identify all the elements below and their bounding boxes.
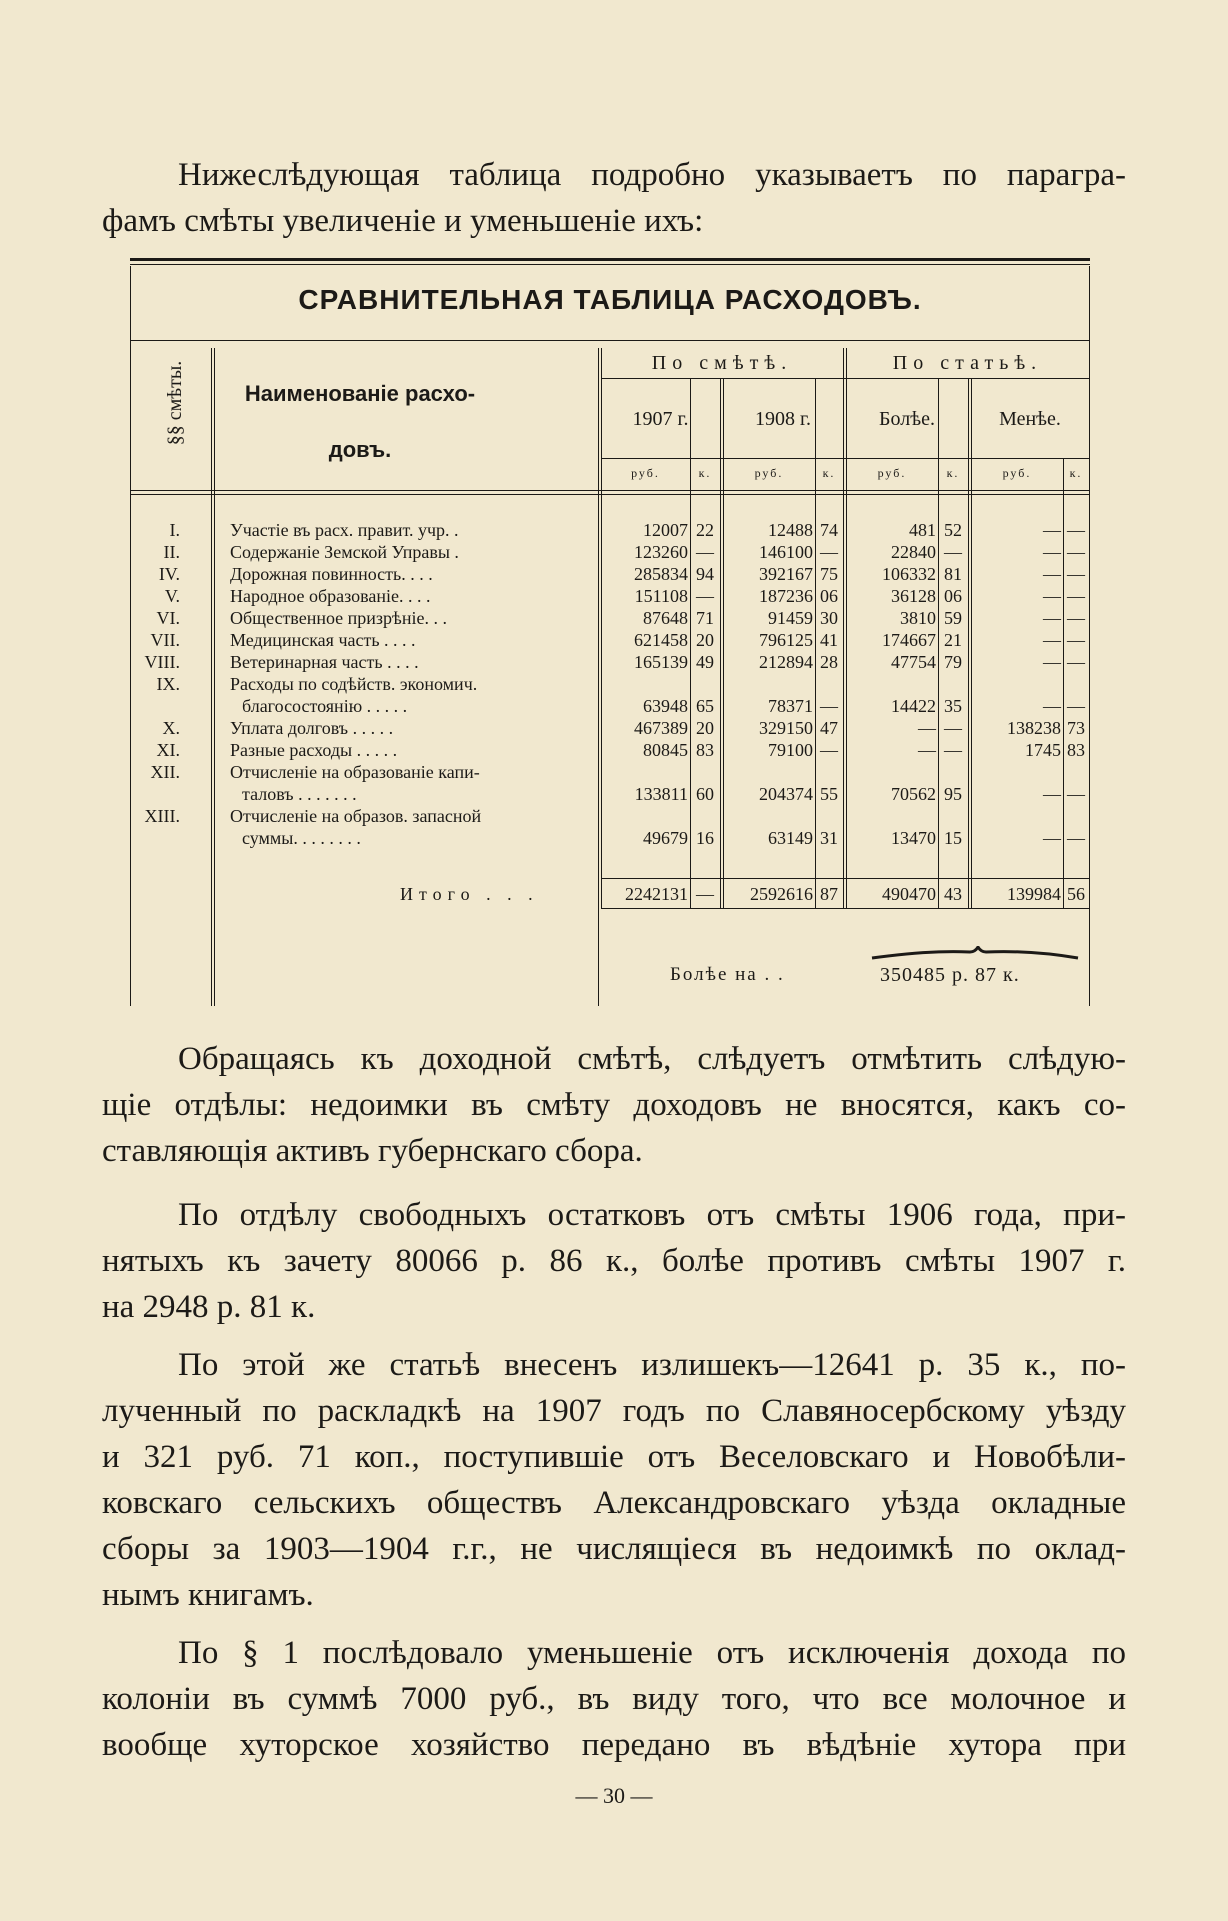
value-1908-kop: — xyxy=(820,696,838,716)
intro-paragraph xyxy=(102,152,1126,244)
value-bolee-kop: 06 xyxy=(944,586,962,606)
unit-rub: руб. xyxy=(754,466,784,480)
value-1907-kop: 71 xyxy=(696,608,714,628)
value-bolee-kop: 79 xyxy=(944,652,962,672)
table-row xyxy=(130,762,1090,806)
value-1907-kop: 20 xyxy=(696,718,714,738)
unit-kop: к. xyxy=(698,466,712,480)
total-bolee-kop: 43 xyxy=(944,884,962,904)
section-number: X. xyxy=(162,718,180,738)
value-1908-kop: 75 xyxy=(820,564,838,584)
section-number: IX. xyxy=(156,674,180,694)
brace-mark xyxy=(870,946,1080,960)
value-menee-rub: 138238 xyxy=(1007,718,1061,738)
unit-rub: руб. xyxy=(1002,466,1032,480)
value-bolee-kop: — xyxy=(944,718,962,738)
text-line: колоніи въ суммѣ 7000 руб., въ виду того, что все молочное и xyxy=(102,1681,1126,1717)
value-1908-kop: 30 xyxy=(820,608,838,628)
text-line: По этой же статьѣ внесенъ излишекъ—12641 р. 35 к., по- xyxy=(178,1347,1126,1383)
col-header-name xyxy=(230,366,490,478)
value-1908-rub: 212894 xyxy=(759,652,813,672)
value-bolee-rub: 481 xyxy=(909,520,936,540)
section-number: VIII. xyxy=(144,652,180,672)
value-1907-rub: 80845 xyxy=(643,740,688,760)
paragraph-1 xyxy=(102,1036,1126,1174)
expense-name: Отчисленіе на образов. запасной xyxy=(230,806,482,826)
header-rule xyxy=(601,378,1089,379)
total-1908-rub: 2592616 xyxy=(750,884,813,904)
value-1908-rub: 329150 xyxy=(759,718,813,738)
value-1908-kop: 31 xyxy=(820,828,838,848)
value-1907-rub: 151108 xyxy=(634,586,688,606)
group-header-smeta: По смѣтѣ. xyxy=(651,352,793,374)
unit-kop: к. xyxy=(1069,466,1083,480)
expense-name: Участіе въ расх. правит. учр. . xyxy=(230,520,459,540)
value-1907-rub: 123260 xyxy=(634,542,688,562)
value-menee-rub: 1745 xyxy=(1025,740,1061,760)
value-menee-rub: — xyxy=(1043,696,1061,716)
unit-kop: к. xyxy=(946,466,960,480)
paragraph-4 xyxy=(102,1630,1126,1768)
value-1908-kop: 28 xyxy=(820,652,838,672)
expense-name: Расходы по содѣйств. экономич. xyxy=(230,674,478,694)
value-menee-kop: — xyxy=(1067,696,1085,716)
value-bolee-rub: 36128 xyxy=(891,586,936,606)
value-menee-rub: — xyxy=(1043,630,1061,650)
value-bolee-rub: — xyxy=(918,740,936,760)
expense-name: суммы. . . . . . . . xyxy=(242,828,361,848)
unit-rub: руб. xyxy=(877,466,907,480)
text-line: вообще хуторское хозяйство передано въ вѣдѣніе хутора при xyxy=(102,1727,1126,1763)
value-menee-rub: — xyxy=(1043,564,1061,584)
unit-kop: к. xyxy=(822,466,836,480)
expense-name: Ветеринарная часть . . . . xyxy=(230,652,419,672)
expense-name: благосостоянію . . . . . xyxy=(242,696,408,716)
value-1907-rub: 621458 xyxy=(634,630,688,650)
section-number: XIII. xyxy=(144,806,180,826)
header-rule xyxy=(130,340,1090,341)
value-1908-kop: 47 xyxy=(820,718,838,738)
value-1907-kop: 65 xyxy=(696,696,714,716)
value-menee-kop: — xyxy=(1067,586,1085,606)
text-line: на 2948 р. 81 к. xyxy=(102,1289,316,1325)
value-menee-rub: — xyxy=(1043,828,1061,848)
total-rule xyxy=(601,878,1089,879)
header-rule xyxy=(130,494,1090,495)
value-1908-kop: — xyxy=(820,740,838,760)
total-menee-kop: 56 xyxy=(1067,884,1085,904)
value-menee-rub: — xyxy=(1043,520,1061,540)
value-menee-rub: — xyxy=(1043,784,1061,804)
table-row xyxy=(130,520,1090,542)
value-menee-rub: — xyxy=(1043,586,1061,606)
text-line: лученный по раскладкѣ на 1907 годъ по Славяносербскому уѣзду xyxy=(102,1393,1126,1429)
value-menee-rub: — xyxy=(1043,652,1061,672)
table-row xyxy=(130,718,1090,740)
value-1908-rub: 78371 xyxy=(768,696,813,716)
table-row xyxy=(130,674,1090,718)
intro-line: фамъ смѣты увеличеніе и уменьшеніе ихъ: xyxy=(102,203,704,239)
value-1907-kop: — xyxy=(696,586,714,606)
section-number: V. xyxy=(164,586,180,606)
value-menee-kop: — xyxy=(1067,784,1085,804)
value-1908-rub: 12488 xyxy=(768,520,813,540)
expense-name: Медицинская часть . . . . xyxy=(230,630,416,650)
total-1908-kop: 87 xyxy=(820,884,838,904)
col-header-1908: 1908 г. xyxy=(755,408,811,430)
value-1907-rub: 285834 xyxy=(634,564,688,584)
value-1907-rub: 133811 xyxy=(634,784,688,804)
unit-rub: руб. xyxy=(631,466,660,480)
text-line: нятыхъ къ зачету 80066 р. 86 к., болѣе противъ смѣты 1907 г. xyxy=(102,1243,1126,1279)
expense-name: Содержаніе Земской Управы . xyxy=(230,542,459,562)
value-1907-rub: 63948 xyxy=(643,696,688,716)
value-1908-rub: 796125 xyxy=(759,630,813,650)
value-bolee-rub: 70562 xyxy=(891,784,936,804)
value-1908-kop: 74 xyxy=(820,520,838,540)
text-line: По § 1 послѣдовало уменьшеніе отъ исключенія дохода по xyxy=(178,1635,1126,1671)
value-1907-rub: 49679 xyxy=(643,828,688,848)
value-bolee-kop: 59 xyxy=(944,608,962,628)
text-line: По отдѣлу свободныхъ остатковъ отъ смѣты 1906 года, при- xyxy=(178,1197,1126,1233)
value-1907-kop: — xyxy=(696,542,714,562)
value-1907-rub: 12007 xyxy=(643,520,688,540)
table-row xyxy=(130,630,1090,652)
text-line: и 321 руб. 71 коп., поступившіе отъ Веселовскаго и Новобѣли- xyxy=(102,1439,1126,1475)
paragraph-3 xyxy=(102,1342,1126,1618)
difference-label: Болѣе на . . xyxy=(670,964,785,985)
table-row xyxy=(130,806,1090,850)
value-menee-kop: — xyxy=(1067,630,1085,650)
text-line: Обращаясь къ доходной смѣтѣ, слѣдуетъ отмѣтить слѣдую- xyxy=(178,1041,1126,1077)
value-bolee-kop: 52 xyxy=(944,520,962,540)
value-menee-rub: — xyxy=(1043,542,1061,562)
value-menee-rub: — xyxy=(1043,608,1061,628)
expense-name: Уплата долговъ . . . . . xyxy=(230,718,394,738)
col-header-name-line: Наименованіе расхо- xyxy=(244,381,476,406)
value-1908-rub: 146100 xyxy=(759,542,813,562)
value-1907-kop: 49 xyxy=(696,652,714,672)
expense-name: Разные расходы . . . . . xyxy=(230,740,398,760)
value-bolee-rub: — xyxy=(918,718,936,738)
expense-name: таловъ . . . . . . . xyxy=(242,784,357,804)
value-1908-rub: 187236 xyxy=(759,586,813,606)
value-bolee-kop: 15 xyxy=(944,828,962,848)
value-1908-kop: 06 xyxy=(820,586,838,606)
value-bolee-rub: 22840 xyxy=(891,542,936,562)
section-number: VII. xyxy=(150,630,180,650)
value-bolee-rub: 3810 xyxy=(900,608,936,628)
value-1908-kop: 41 xyxy=(820,630,838,650)
difference-sum xyxy=(880,964,1020,987)
total-1907-kop: — xyxy=(696,884,714,904)
value-1908-kop: 55 xyxy=(820,784,838,804)
value-1907-kop: 16 xyxy=(696,828,714,848)
section-number: II. xyxy=(163,542,180,562)
value-menee-kop: — xyxy=(1067,608,1085,628)
value-bolee-kop: 81 xyxy=(944,564,962,584)
value-menee-kop: — xyxy=(1067,828,1085,848)
section-number: VI. xyxy=(156,608,180,628)
value-menee-kop: — xyxy=(1067,542,1085,562)
paragraph-2 xyxy=(102,1192,1126,1330)
comparison-table xyxy=(130,258,1090,1006)
value-1907-kop: 20 xyxy=(696,630,714,650)
group-header-statye: По статьѣ. xyxy=(892,352,1043,374)
total-bolee-rub: 490470 xyxy=(882,884,936,904)
value-bolee-rub: 174667 xyxy=(882,630,936,650)
table-row xyxy=(130,564,1090,586)
expense-name: Дорожная повинность. . . . xyxy=(230,564,433,584)
section-number: I. xyxy=(169,520,180,540)
value-1907-kop: 22 xyxy=(696,520,714,540)
text-line: ставляющія активъ губернскаго сбора. xyxy=(102,1133,643,1169)
text-line: сборы за 1903—1904 г.г., не числящіеся въ недоимкѣ по оклад- xyxy=(102,1531,1126,1567)
total-rule xyxy=(601,908,1089,909)
value-menee-kop: 83 xyxy=(1067,740,1085,760)
table-top-rule-thin xyxy=(130,264,1090,265)
header-rule xyxy=(130,490,1090,491)
total-1907-rub: 2242131 xyxy=(625,884,688,904)
value-bolee-kop: — xyxy=(944,740,962,760)
total-menee-rub: 139984 xyxy=(1007,884,1061,904)
value-menee-kop: 73 xyxy=(1067,718,1085,738)
value-1908-rub: 91459 xyxy=(768,608,813,628)
table-row xyxy=(130,740,1090,762)
value-1907-kop: 83 xyxy=(696,740,714,760)
value-1908-rub: 204374 xyxy=(759,784,813,804)
value-bolee-rub: 47754 xyxy=(891,652,936,672)
text-line: ковскаго сельскихъ обществъ Александровскаго уѣзда окладные xyxy=(102,1485,1126,1521)
difference-sum-value: 350485 р. 87 к. xyxy=(880,964,1020,986)
value-1908-rub: 392167 xyxy=(759,564,813,584)
col-header-1907: 1907 г. xyxy=(632,408,689,430)
value-menee-kop: — xyxy=(1067,652,1085,672)
value-bolee-kop: — xyxy=(944,542,962,562)
expense-name: Народное образованіе. . . . xyxy=(230,586,431,606)
table-row xyxy=(130,652,1090,674)
table-row xyxy=(130,608,1090,630)
value-bolee-rub: 106332 xyxy=(882,564,936,584)
col-header-bolee: Болѣе. xyxy=(879,408,935,430)
expense-name: Общественное призрѣніе. . . xyxy=(230,608,447,628)
total-label: Итого . . . xyxy=(400,884,539,904)
value-bolee-kop: 21 xyxy=(944,630,962,650)
table-title: СРАВНИТЕЛЬНАЯ ТАБЛИЦА РАСХОДОВЪ. xyxy=(298,284,922,315)
value-menee-kop: — xyxy=(1067,564,1085,584)
col-header-name-line: довъ. xyxy=(328,437,392,462)
value-1907-rub: 467389 xyxy=(634,718,688,738)
value-bolee-kop: 95 xyxy=(944,784,962,804)
section-number: XI. xyxy=(156,740,180,760)
value-menee-kop: — xyxy=(1067,520,1085,540)
table-row xyxy=(130,542,1090,564)
col-header-menee: Менѣе. xyxy=(999,408,1061,430)
section-number: IV. xyxy=(158,564,180,584)
page-number: — 30 — xyxy=(575,1783,653,1808)
section-number: XII. xyxy=(150,762,180,782)
value-bolee-rub: 13470 xyxy=(891,828,936,848)
table-top-rule xyxy=(130,258,1090,261)
col-header-section: §§ смѣты. xyxy=(164,360,186,446)
text-line: щіе отдѣлы: недоимки въ смѣту доходовъ не вносятся, какъ со- xyxy=(102,1087,1126,1123)
expense-name: Отчисленіе на образованіе капи- xyxy=(230,762,480,782)
value-1907-rub: 87648 xyxy=(643,608,688,628)
table-row xyxy=(130,586,1090,608)
value-1908-kop: — xyxy=(820,542,838,562)
header-rule xyxy=(601,458,1089,459)
value-1907-rub: 165139 xyxy=(634,652,688,672)
intro-line: Нижеслѣдующая таблица подробно указываетъ по парагра- xyxy=(178,157,1126,193)
value-1908-rub: 79100 xyxy=(768,740,813,760)
value-bolee-rub: 14422 xyxy=(891,696,936,716)
value-1907-kop: 94 xyxy=(696,564,714,584)
value-1908-rub: 63149 xyxy=(768,828,813,848)
text-line: нымъ книгамъ. xyxy=(102,1577,314,1613)
value-1907-kop: 60 xyxy=(696,784,714,804)
value-bolee-kop: 35 xyxy=(944,696,962,716)
